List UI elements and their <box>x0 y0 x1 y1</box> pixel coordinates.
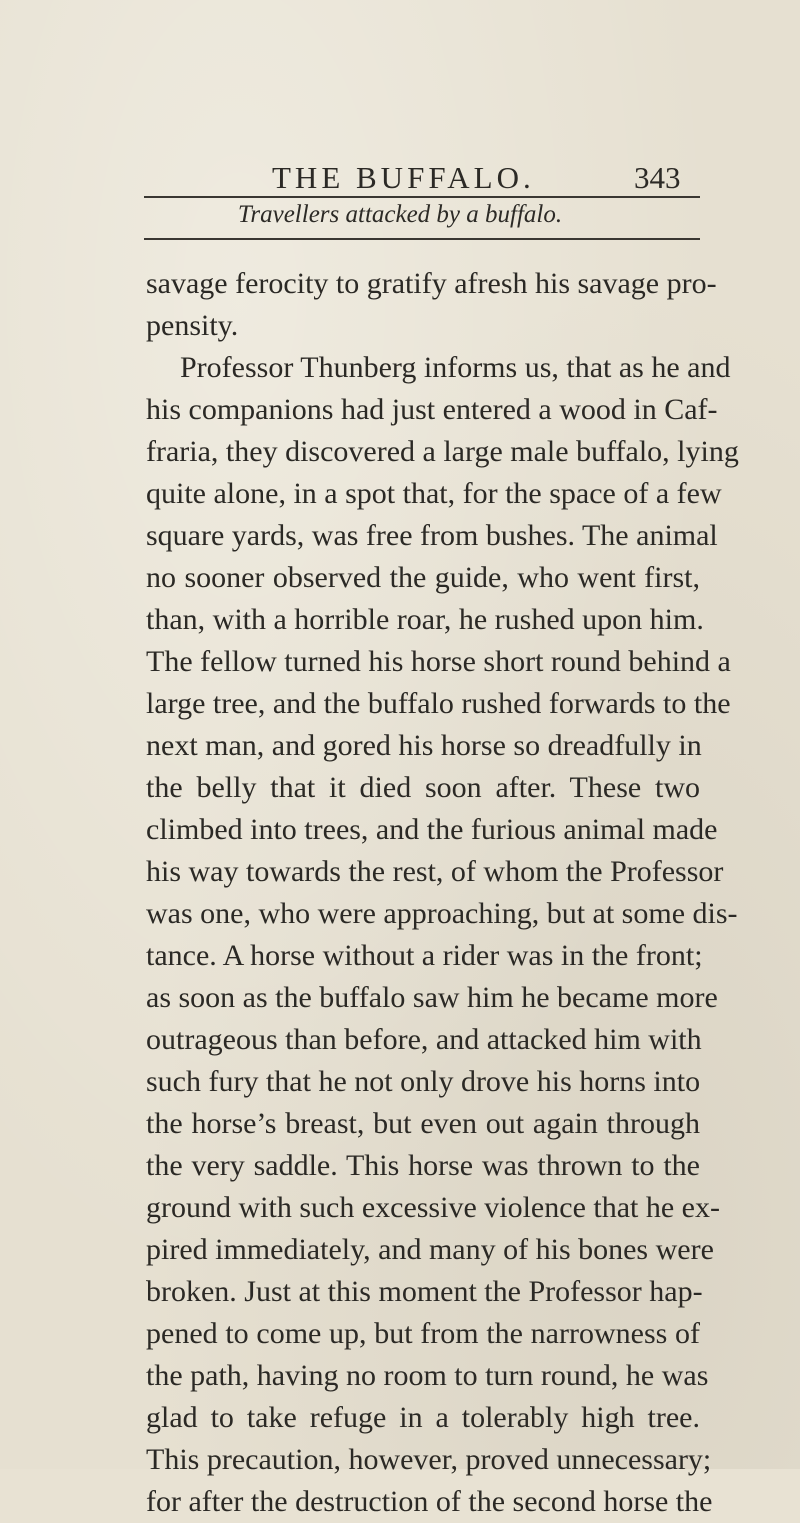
text-line: pensity. <box>146 309 239 342</box>
text-line: next man, and gored his horse so dreadfully in <box>146 729 702 762</box>
text-line: large tree, and the buffalo rushed forwards to the <box>146 687 731 720</box>
text-line: Professor Thunberg informs us, that as he and <box>180 351 731 384</box>
text-line: such fury that he not only drove his horns into <box>146 1065 701 1098</box>
text-line: savage ferocity to gratify afresh his savage pro- <box>146 267 717 300</box>
text-line: ground with such excessive violence that he ex- <box>146 1191 720 1224</box>
text-line: the horse’s breast, but even out again through <box>146 1107 700 1140</box>
text-line: pened to come up, but from the narrowness of <box>146 1317 700 1350</box>
text-line: the path, having no room to turn round, he was <box>146 1359 709 1392</box>
body-text <box>146 263 739 1523</box>
text-line: for after the destruction of the second horse the <box>146 1485 713 1518</box>
text-line: pired immediately, and many of his bones were <box>146 1233 714 1266</box>
text-line: his companions had just entered a wood in Caf- <box>146 393 718 426</box>
running-title: THE BUFFALO. <box>272 160 535 195</box>
text-line: tance. A horse without a rider was in the front; <box>146 939 703 972</box>
page-number: 343 <box>634 160 681 195</box>
running-head <box>0 160 800 200</box>
header-rule-top <box>144 196 700 198</box>
text-line: fraria, they discovered a large male buffalo, lying <box>146 435 739 468</box>
text-line: climbed into trees, and the furious animal made <box>146 813 718 846</box>
text-line: the belly that it died soon after. These two <box>146 771 700 804</box>
text-line: The fellow turned his horse short round behind a <box>146 645 731 678</box>
header-rule-bottom <box>144 238 700 240</box>
text-line: broken. Just at this moment the Professor hap- <box>146 1275 703 1308</box>
text-line: outrageous than before, and attacked him with <box>146 1023 702 1056</box>
text-line: no sooner observed the guide, who went first, <box>146 561 700 594</box>
text-line: This precaution, however, proved unnecessary; <box>146 1443 712 1476</box>
text-line: glad to take refuge in a tolerably high tree. <box>146 1401 700 1434</box>
text-line: quite alone, in a spot that, for the space of a few <box>146 477 722 510</box>
text-line: was one, who were approaching, but at some dis- <box>146 897 738 930</box>
text-line: square yards, was free from bushes. The animal <box>146 519 718 552</box>
text-line: than, with a horrible roar, he rushed upon him. <box>146 603 704 636</box>
text-line: his way towards the rest, of whom the Professor <box>146 855 724 888</box>
text-line: the very saddle. This horse was thrown to the <box>146 1149 700 1182</box>
section-heading: Travellers attacked by a buffalo. <box>237 201 563 228</box>
text-line: as soon as the buffalo saw him he became more <box>146 981 718 1014</box>
